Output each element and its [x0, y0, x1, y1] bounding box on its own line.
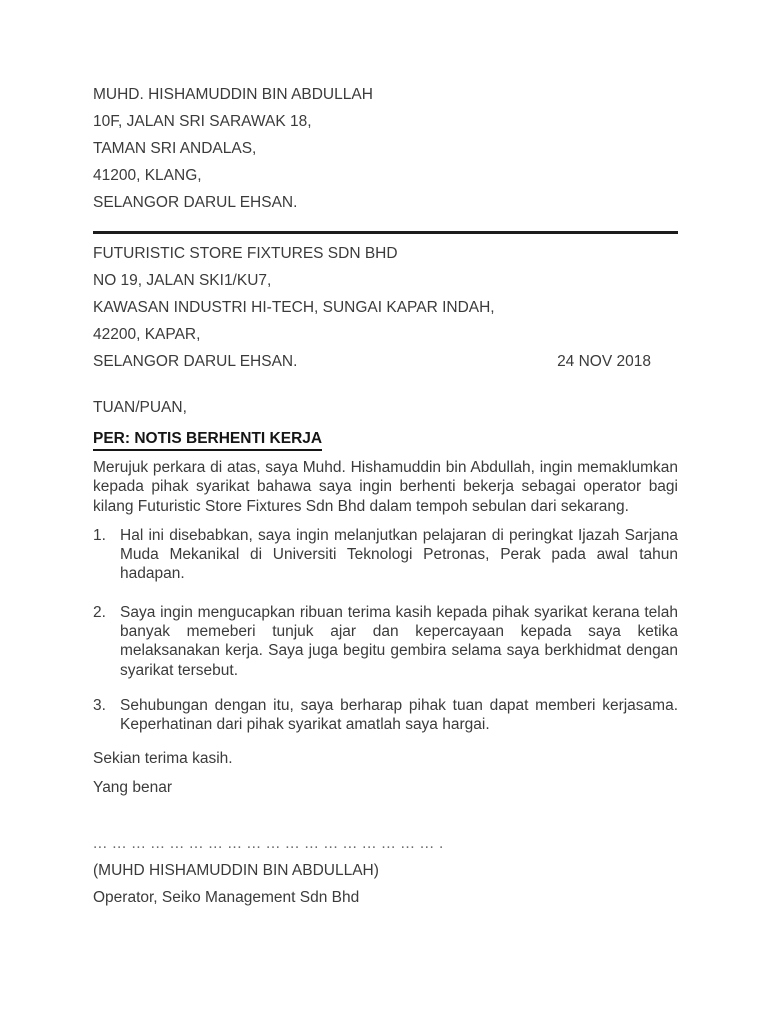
list-number: 1.	[93, 526, 106, 544]
list-item	[93, 696, 678, 735]
signature-dotted-line: ... ... ... ... ... ... ... ... ... ... ... ... ... ... ... ... ... ... .	[93, 834, 444, 852]
signoff-line: Yang benar	[93, 778, 172, 796]
list-item-text: Hal ini disebabkan, saya ingin melanjutkan pelajaran di peringkat Ijazah Sarjana Muda Mekanikal di Universiti Teknologi Petronas, Perak pada awal tahun hadapan.	[120, 526, 678, 583]
horizontal-rule	[93, 231, 678, 234]
recipient-address-line: NO 19, JALAN SKI1/KU7,	[93, 272, 272, 289]
sender-name: MUHD. HISHAMUDDIN BIN ABDULLAH	[93, 86, 373, 103]
closing-line: Sekian terima kasih.	[93, 749, 233, 767]
sender-address-block	[93, 85, 678, 212]
sender-address-line: SELANGOR DARUL EHSAN.	[93, 194, 298, 211]
signature-block	[93, 834, 678, 907]
signature-name: (MUHD HISHAMUDDIN BIN ABDULLAH)	[93, 861, 379, 879]
letter-content	[93, 85, 678, 907]
subject-text: PER: NOTIS BERHENTI KERJA	[93, 429, 322, 451]
subject-line	[93, 428, 678, 451]
list-item-text: Sehubungan dengan itu, saya berharap pihak tuan dapat memberi kerjasama. Keperhatinan dari pihak syarikat amatlah saya hargai.	[120, 696, 678, 734]
letter-date: 24 NOV 2018	[557, 353, 651, 370]
recipient-address-line: 42200, KAPAR,	[93, 326, 201, 343]
recipient-address-block	[93, 244, 678, 371]
salutation: TUAN/PUAN,	[93, 399, 187, 416]
list-number: 2.	[93, 603, 106, 621]
list-item	[93, 526, 678, 584]
list-item-text: Saya ingin mengucapkan ribuan terima kasih kepada pihak syarikat kerana telah banyak memeberi tunjuk ajar dan kepercayaan kepada saya ketika melaksanakan kerja. Saya juga begitu gembira selama saya berkhidmat dengan syarikat tersebut.	[120, 603, 678, 679]
list-number: 3.	[93, 696, 106, 714]
recipient-address-line: KAWASAN INDUSTRI HI-TECH, SUNGAI KAPAR INDAH,	[93, 299, 495, 316]
recipient-company: FUTURISTIC STORE FIXTURES SDN BHD	[93, 245, 398, 262]
sender-address-line: 10F, JALAN SRI SARAWAK 18,	[93, 113, 312, 130]
intro-paragraph: Merujuk perkara di atas, saya Muhd. Hishamuddin bin Abdullah, ingin memaklumkan kepada pihak syarikat bahawa saya ingin berhenti bekerja sebagai operator bagi kilang Futuristic Store Fixtures Sdn Bhd dalam tempoh sebulan dari sekarang.	[93, 459, 678, 515]
sender-address-line: 41200, KLANG,	[93, 167, 202, 184]
list-item	[93, 603, 678, 680]
recipient-address-line	[93, 352, 678, 371]
sender-address-line: TAMAN SRI ANDALAS,	[93, 140, 257, 157]
recipient-state: SELANGOR DARUL EHSAN.	[93, 353, 298, 370]
signature-role: Operator, Seiko Management Sdn Bhd	[93, 888, 360, 906]
